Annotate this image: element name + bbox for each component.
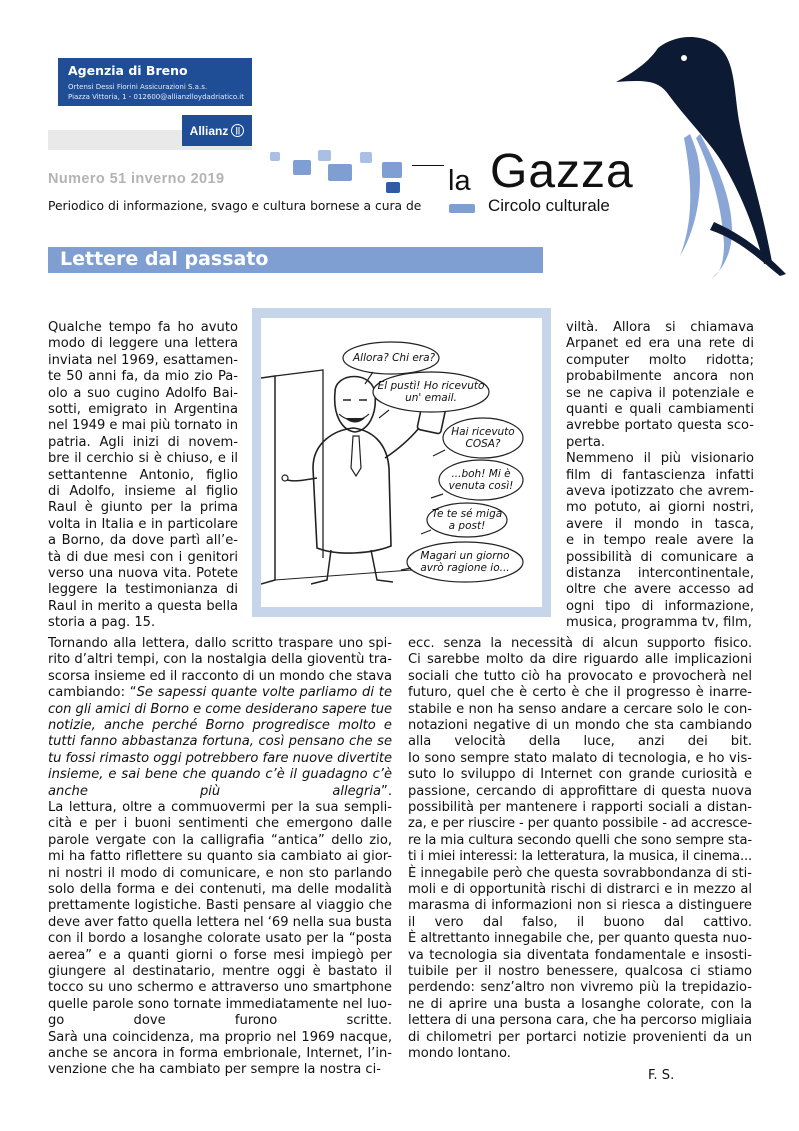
decor-square (386, 182, 400, 193)
article-text-line: za, e per riuscire - per quanto possibile - ad accresce- (408, 816, 752, 832)
article-text-line: possibilità di comunicare a (566, 549, 754, 565)
logo-gazza: Gazza (490, 145, 634, 198)
text-segment: anche più allegria (48, 783, 382, 799)
article-text-line: Tornando alla lettera, dallo scritto traspare uno spi- (48, 636, 392, 651)
article-text-line: di Adolfo, insieme al figlio (48, 484, 238, 499)
article-text-line (48, 685, 392, 701)
logo-subtitle: Circolo culturale (488, 196, 610, 215)
bubble-line: venuta così! (448, 480, 514, 492)
decor-square (382, 162, 402, 178)
speech-bubble (445, 426, 521, 450)
text-segment: cambiando: “ (48, 685, 137, 701)
agency-address: Piazza Vittoria, 1 - 012600@allianzlloydadriatico.it (68, 93, 244, 101)
allianz-brand: Allianz (189, 123, 229, 138)
decor-square (318, 150, 331, 161)
article-text-line: suto lo sviluppo di Internet con grande curiosità e (408, 767, 752, 783)
article-text-line: leggere la testimonianza di (48, 582, 238, 598)
article-text-line: Qualche tempo fa ho avuto (48, 320, 238, 335)
article-text-line: anche se ancora in forma embrionale, Internet, l’in- (48, 1046, 392, 1061)
article-text-line: solo della forma e dei contenuti, ma delle modalità (48, 882, 392, 897)
article-text-line: e in tempo reale avere la (566, 533, 754, 549)
article-text-line: scorsa insieme ed il racconto di un mondo che stava (48, 668, 392, 684)
article-text-line: re la mia cultura secondo quelli che sono sempre sta- (408, 832, 752, 848)
article-text-line: Arpanet ed era una rete di (566, 336, 754, 352)
article-text-line: notizie, anche perché Borno progredisce molto e (48, 718, 392, 733)
speech-bubble (429, 508, 505, 532)
article-text-line: sotti, emigrato in Argentina (48, 402, 238, 417)
article-text-line: se ne capiva il potenziale e (566, 385, 754, 401)
cartoon-illustration (261, 318, 542, 607)
article-text-line: distanza intercontinentale, (566, 566, 754, 581)
article-text-line: ti i miei interessi: la letteratura, la musica, il cinema... (408, 849, 752, 865)
article-text-line: perdendo: senz’altro non vivremo più la trepidazio- (408, 980, 752, 996)
article-text-line: storia a pag. 15. (48, 615, 156, 631)
bubble-line: ...boh! Mi è (451, 468, 511, 480)
article-text-line: ogni tipo di informazione, (566, 598, 754, 614)
article-text-line: ne di aprire una busta a losanghe colorate, con la (408, 996, 752, 1012)
article-text-line: volta in Italia e in particolare (48, 516, 238, 532)
article-text-line: Nemmeno il più visionario (566, 451, 754, 467)
article-text-line: settantenne Antonio, figlio (48, 467, 238, 483)
article-text-line: moli e di opportunità rischi di distrarci e in mezzo al (408, 882, 752, 897)
decor-square (293, 160, 311, 175)
article-title: Lettere dal passato (60, 248, 269, 270)
allianz-eagle-icon: || (231, 124, 244, 137)
article-text-line: di chilometri per portarci notizie provenienti da un (408, 1029, 752, 1045)
decor-square (270, 152, 280, 161)
article-text-line: con il bordo a losanghe colorate usato per la “posta (48, 931, 392, 947)
issue-number: Numero 51 inverno 2019 (48, 171, 225, 187)
bubble-line: Allora? Chi era? (353, 352, 436, 364)
article-text-line: il vero dal falso, il buono dal cattivo. (408, 914, 752, 930)
agency-name: Agenzia di Breno (68, 63, 188, 78)
article-text-line: aerea” e a quanti giorni o forse mesi impiegò per (48, 947, 392, 963)
article-text-line: Raul è giunto per la prima (48, 500, 238, 516)
article-text-line: È altrettanto innegabile che, per quanto questa nuo- (408, 931, 752, 947)
bubble-line: Te te sé miga (431, 508, 503, 520)
article-text-line: computer molto ridotta; (566, 352, 754, 368)
article-text-line: film di fantascienza infatti (566, 467, 754, 483)
article-text-line: Ci sarebbe molto da dire riguardo alle implicazioni (408, 652, 752, 668)
speech-bubble (353, 352, 436, 364)
article-text-line: cità e per i buoni sentimenti che emergono dalle (48, 816, 392, 832)
agency-company: Ortensi Dessi Fiorini Assicurazioni S.a.s. (68, 83, 208, 91)
article-text-line: go dove furono scritte. (48, 1013, 392, 1029)
article-text-line: marasma di informazioni non si riesca a distinguere (408, 898, 752, 914)
sponsor-ad (58, 58, 252, 106)
speech-bubble (441, 468, 521, 492)
speech-bubble (409, 550, 521, 574)
article-text-line: insieme, e sai bene che quando c’è il guadagno c’è (48, 767, 392, 783)
article-text-line: deve aver fatto quella lettera nel ‘69 nella sua busta (48, 914, 392, 930)
article-text-line: ni nostri il modo di comunicare, e non sto parlando (48, 865, 392, 881)
article-text-line: futuro, quel che è certo è che il progresso è inarre- (408, 685, 752, 701)
article-text-line: perta. (566, 434, 606, 450)
article-text-line: alla velocità della luce, anzi dei bit. (408, 734, 752, 750)
allianz-logo (182, 115, 252, 146)
article-text-line: mo potuto, ai giorni nostri, (566, 500, 754, 516)
article-text-line: avrebbe portato questa sco- (566, 418, 754, 434)
decor-square (360, 152, 372, 163)
article-title-banner (48, 247, 543, 273)
logo-rule (412, 165, 444, 166)
article-text-line: Sarà una coincidenza, ma proprio nel 1969 nacque, (48, 1029, 392, 1045)
article-text-line: tu fossi rimasto oggi potrebbero fare nuove divertite (48, 750, 392, 766)
article-text-line: parole vergate con la calligrafia “antica” dello zio, (48, 832, 392, 848)
logo-la: la (448, 165, 471, 197)
article-text-line: bre il cerchio si è chiuso, e il (48, 451, 238, 467)
article-text-line: stabile e non ha senso andare a cercare solo le con- (408, 701, 752, 717)
article-text-line: tuibile per il nostro benessere, qualcosa ci stiamo (408, 964, 752, 979)
article-text-line: Raul in merito a questa bella (48, 598, 238, 614)
article-text-line: giungere al destinatario, mentre oggi è bastato il (48, 964, 392, 979)
article-text-line: sociali che tutto ciò ha provocato e provocherà nel (408, 668, 752, 684)
article-text-line: prettamente logistiche. Basti pensare al viaggio che (48, 898, 392, 914)
decor-square (328, 164, 352, 181)
article-text-line: aveva ipotizzato che avrem- (566, 484, 754, 499)
bubble-line: Magari un giorno (420, 550, 510, 562)
bubble-line: a post! (448, 520, 486, 532)
article-text-line: ecc. senza la necessità di alcun supporto fisico. (408, 636, 752, 651)
article-text-line: venzione che ha cambiato per sempre la nostra ci- (48, 1062, 381, 1078)
article-text-line: mondo lontano. (408, 1046, 511, 1061)
bubble-line: El pustì! Ho ricevuto (377, 380, 485, 392)
article-text-line: modo di leggere una lettera (48, 336, 238, 352)
article-text-line: oltre che avere accesso ad (566, 582, 754, 598)
article-text-line: rito d’altri tempi, con la nostalgia della gioventù tra- (48, 652, 392, 668)
article-text-line: È innegabile però che questa sovrabbondanza di sti- (408, 865, 752, 881)
bubble-line: un' email. (405, 392, 457, 404)
article-text-line: avere il mondo in tasca, (566, 516, 754, 532)
article-text-line: notazioni negative di un mondo che sta cambiando (408, 718, 752, 733)
article-text-line: olo a suo cugino Adolfo Bai- (48, 385, 238, 401)
article-text-line: con gli amici di Borno e come desiderano sapere tue (48, 701, 392, 717)
magpie-logo-icon (600, 30, 792, 280)
bubble-line: Hai ricevuto (451, 426, 515, 438)
article-text-line: tutti fanno abbastanza fortuna, così pensano che se (48, 734, 392, 750)
article-text-line: musica, programma tv, film, (566, 615, 752, 631)
decor-square (449, 204, 475, 213)
article-text-line: verso una nuova vita. Potete (48, 566, 238, 581)
article-text-line: patria. Agli inizi di novem- (48, 434, 238, 450)
article-text-line: te 50 anni fa, da mio zio Pa- (48, 369, 238, 385)
article-text-line: tocco su uno schermo e attraverso uno smartphone (48, 980, 392, 996)
article-text-line: inviata nel 1969, esattamen- (48, 352, 238, 368)
article-text-line: nel 1949 e mai più tornato in (48, 418, 238, 434)
bubble-line: avrò ragione io... (420, 562, 510, 574)
text-segment: Se sapessi quante volte parliamo di te (136, 685, 392, 701)
article-text-line: mi ha fatto riflettere su quanto sia cambiato ai gior- (48, 849, 392, 865)
article-text-line: quelle parole sono tornate immediatamente nel luo- (48, 996, 392, 1012)
bubble-line: COSA? (465, 438, 501, 450)
article-text-line: a Borno, da dove partì all’e- (48, 533, 238, 549)
article-text-line: possibilità per mantenere i rapporti sociali a distan- (408, 800, 752, 815)
article-text-line: quanti e quali cambiamenti (566, 402, 754, 417)
article-text-line: probabilmente ancora non (566, 369, 754, 385)
article-text-line: passione, cercando di approfittare di questa nuova (408, 783, 752, 799)
periodical-tagline: Periodico di informazione, svago e cultura bornese a cura de (48, 199, 422, 213)
article-text-line: viltà. Allora si chiamava (566, 320, 754, 335)
article-text-line (48, 784, 392, 800)
speech-bubble (375, 380, 487, 404)
article-text-line: lettera di una persona cara, che ha percorso migliaia (408, 1013, 752, 1029)
article-text-line: tà di due mesi con i genitori (48, 549, 238, 565)
article-text-line: Io sono sempre stato malato di tecnologia, e ho vis- (408, 750, 752, 766)
article-signature: F. S. (648, 1068, 675, 1083)
text-segment: ”. (381, 783, 392, 799)
article-text-line: va tecnologia sia diventata fondamentale e insosti- (408, 947, 752, 963)
article-text-line: La lettura, oltre a commuovermi per la sua sempli- (48, 800, 392, 815)
